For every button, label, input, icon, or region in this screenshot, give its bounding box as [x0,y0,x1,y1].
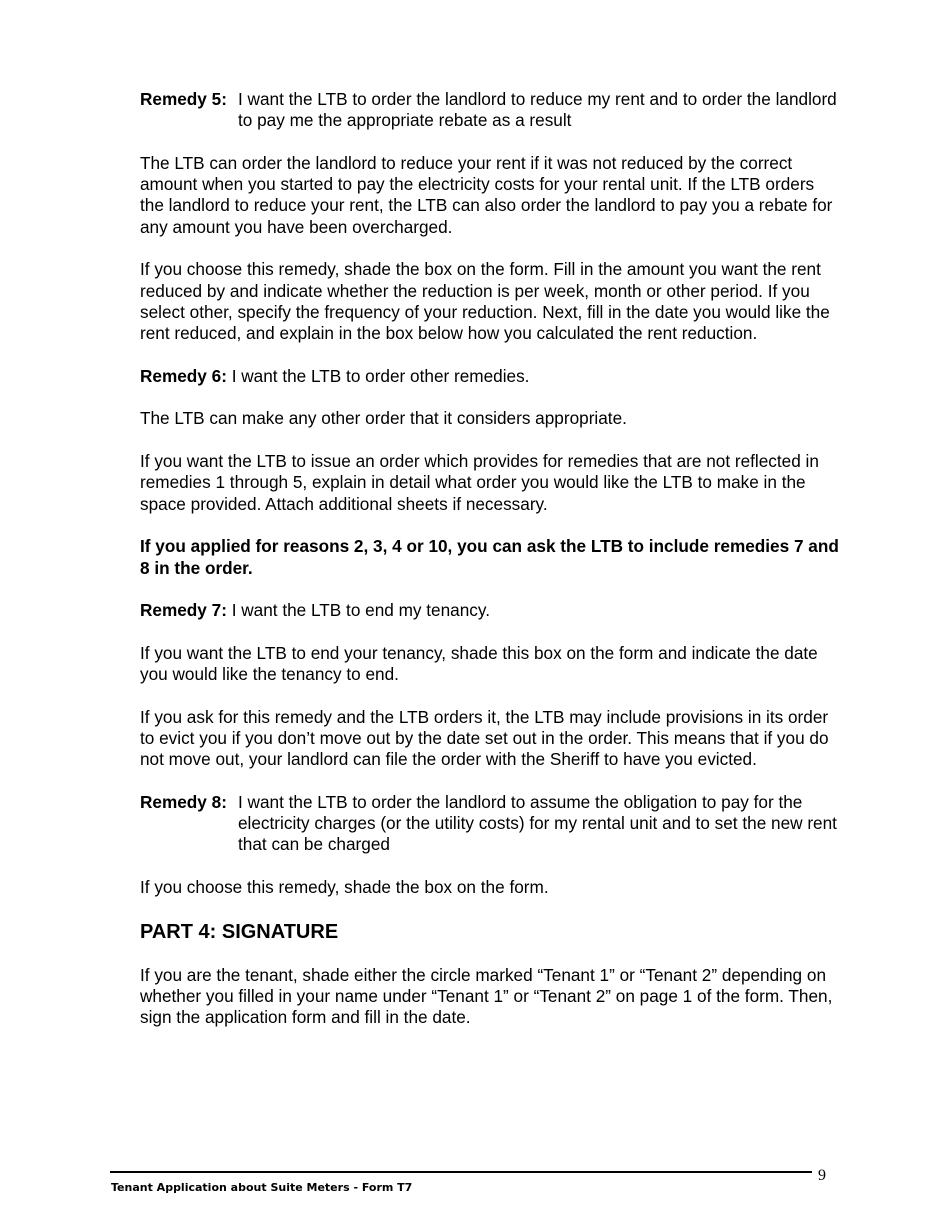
remedy-5 [140,89,840,132]
remedy-8-text: I want the LTB to order the landlord to assume the obligation to pay for the electricity charges (or the utility costs) for my rental unit and to set the new rent that can be charged [238,791,837,855]
paragraph-eviction: If you ask for this remedy and the LTB orders it, the LTB may include provisions in its order to evict you if you don’t move out by the date set out in the order. This means that if you do not move out, your landlord can file the order with the Sheriff to have you evicted. [140,706,829,770]
note-reasons-remedies: If you applied for reasons 2, 3, 4 or 10, you can ask the LTB to include remedies 7 and 8 in the order. [140,536,839,578]
remedy-8-label: Remedy 8: [140,791,227,812]
paragraph-remedy-6-instructions: If you want the LTB to issue an order which provides for remedies that are not reflected in remedies 1 through 5, explain in detail what order you would like the LTB to make in the space provided. Attach additional sheets if necessary. [140,451,819,514]
document-body [140,89,840,1050]
paragraph-rent-reduction: The LTB can order the landlord to reduce your rent if it was not reduced by the correct amount when you started to pay the electricity costs for your rental unit. If the LTB orders the landlord to reduce your rent, the LTB can also order the landlord to pay you a rebate for any amount you have been overcharged. [140,152,833,237]
remedy-7-label: Remedy 7: [140,600,227,621]
remedy-6-label: Remedy 6: [140,365,227,386]
paragraph-other-order: The LTB can make any other order that it considers appropriate. [140,408,627,429]
paragraph-remedy-5-instructions: If you choose this remedy, shade the box on the form. Fill in the amount you want the rent reduced by and indicate whether the reduction is per week, month or other period. If you select other, specify the frequency of your reduction. Next, fill in the date you would like the rent reduced, and explain in the box below how you calculated the rent reduction. [140,259,830,344]
footer-divider [110,1171,812,1173]
remedy-6 [140,366,840,387]
remedy-6-text: I want the LTB to order other remedies. [231,365,530,386]
paragraph-signature: If you are the tenant, shade either the circle marked “Tenant 1” or “Tenant 2” depending on whether you filled in your name under “Tenant 1” or “Tenant 2” on page 1 of the form. Then, sign the application form and fill in the date. [140,964,833,1028]
remedy-7-text: I want the LTB to end my tenancy. [231,600,490,621]
remedy-8 [140,792,840,856]
paragraph-end-tenancy: If you want the LTB to end your tenancy, shade this box on the form and indicate the date you would like the tenancy to end. [140,642,818,685]
remedy-7 [140,600,840,621]
remedy-5-label: Remedy 5: [140,89,227,109]
remedy-5-text: I want the LTB to order the landlord to reduce my rent and to order the landlord to pay me the appropriate rebate as a result [238,89,837,131]
part-4-heading: PART 4: SIGNATURE [140,920,339,943]
page-number: 9 [818,1167,826,1184]
paragraph-remedy-8-instructions: If you choose this remedy, shade the box on the form. [140,876,549,897]
footer-form-title: Tenant Application about Suite Meters - Form T7 [111,1181,413,1194]
